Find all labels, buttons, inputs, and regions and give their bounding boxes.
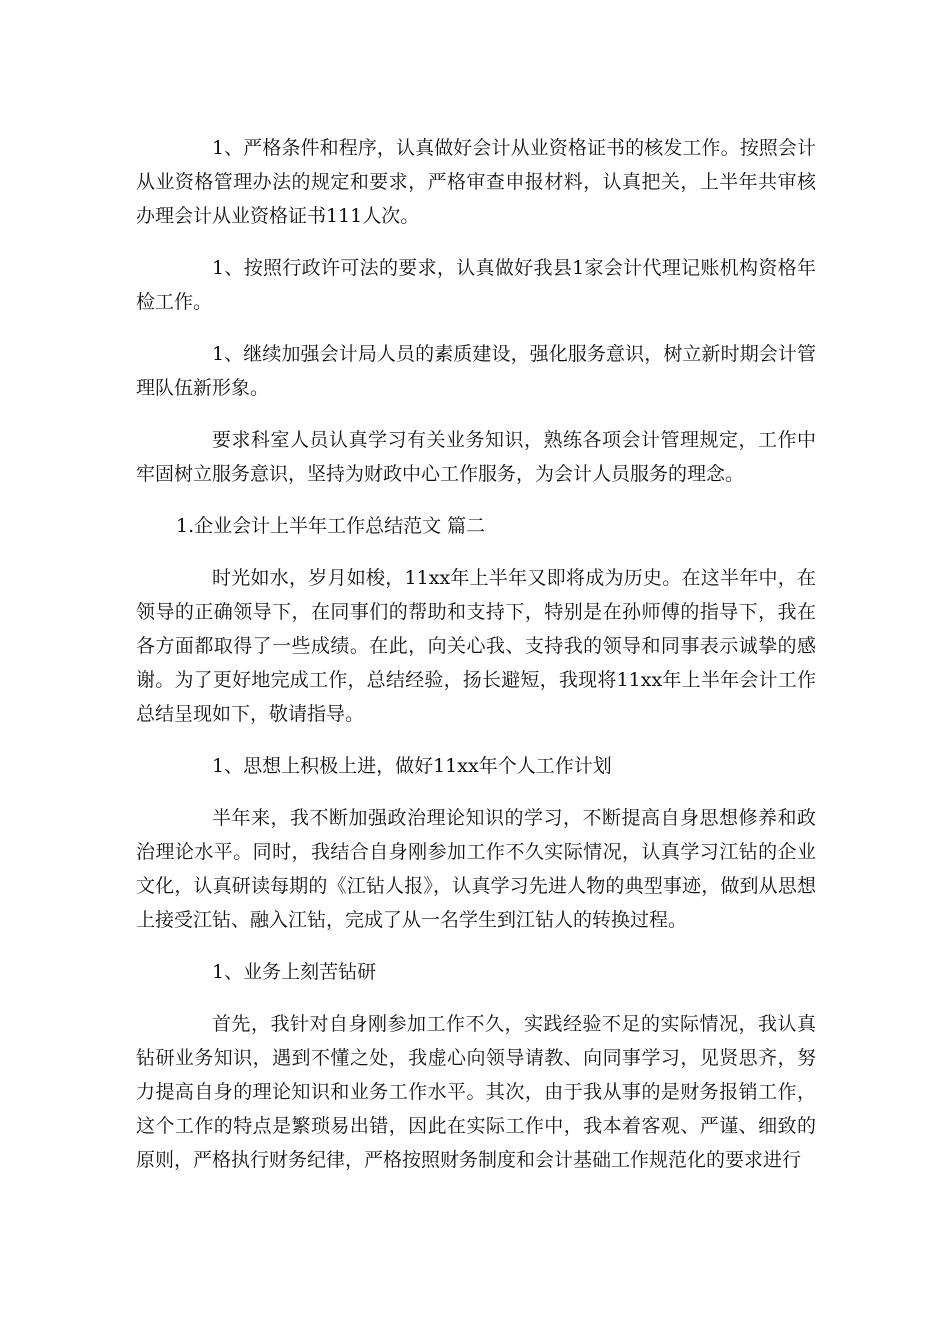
- section-heading-business: 1、业务上刻苦钻研: [212, 961, 377, 983]
- paragraph-service-awareness: 要求科室人员认真学习有关业务知识，熟练各项会计管理规定，工作中牢固树立服务意识，坚持为财政中心工作服务，为会计人员服务的理念。: [136, 429, 816, 485]
- paragraph-gap: [136, 731, 816, 749]
- paragraph-gap: [136, 783, 816, 801]
- paragraph-annual-inspection: 1、按照行政许可法的要求，认真做好我县1家会计代理记账机构资格年检工作。: [136, 257, 816, 313]
- paragraph-introduction: 时光如水，岁月如梭，11xx年上半年又即将成为历史。在这半年中，在领导的正确领导下，在同事们的帮助和支持下，特别是在孙师傅的指导下，我在各方面都取得了一些成绩。在此，向关心我、支持我的领导和同事表示诚挚的感谢。为了更好地完成工作，总结经验，扬长避短，我现将11xx年上半年会计工作总结呈现如下，敬请指导。: [136, 567, 816, 725]
- section-heading-part-two: 1.企业会计上半年工作总结范文 篇二: [176, 515, 486, 537]
- paragraph-political-study: 半年来，我不断加强政治理论知识的学习，不断提高自身思想修养和政治理论水平。同时，我结合自身刚参加工作不久实际情况，认真学习江钻的企业文化，认真研读每期的《江钻人报》，认真学习先进人物的典型事迹，做到从思想上接受江钻、融入江钻，完成了从一名学生到江钻人的转换过程。: [136, 807, 816, 931]
- paragraph-certificate-issuance: 1、严格条件和程序，认真做好会计从业资格证书的核发工作。按照会计从业资格管理办法的规定和要求，严格审查申报材料，认真把关，上半年共审核办理会计从业资格证书111人次。: [136, 137, 816, 227]
- section-heading-ideology: 1、思想上积极上进，做好11xx年个人工作计划: [212, 755, 612, 777]
- paragraph-gap: [136, 937, 816, 955]
- paragraph-gap: [136, 319, 816, 337]
- document-page: [136, 131, 816, 1177]
- paragraph-business-study: 首先，我针对自身刚参加工作不久，实践经验不足的实际情况，我认真钻研业务知识，遇到不懂之处，我虚心向领导请教、向同事学习，见贤思齐，努力提高自身的理论知识和业务工作水平。其次，由于我从事的是财务报销工作，这个工作的特点是繁琐易出错，因此在实际工作中，我本着客观、严谨、细致的原则，严格执行财务纪律，严格按照财务制度和会计基础工作规范化的要求进行: [136, 1013, 816, 1171]
- paragraph-gap: [136, 543, 816, 561]
- paragraph-gap: [136, 233, 816, 251]
- paragraph-gap: [136, 989, 816, 1007]
- paragraph-gap: [136, 405, 816, 423]
- paragraph-staff-quality: 1、继续加强会计局人员的素质建设，强化服务意识，树立新时期会计管理队伍新形象。: [136, 343, 816, 399]
- paragraph-gap: [136, 491, 816, 509]
